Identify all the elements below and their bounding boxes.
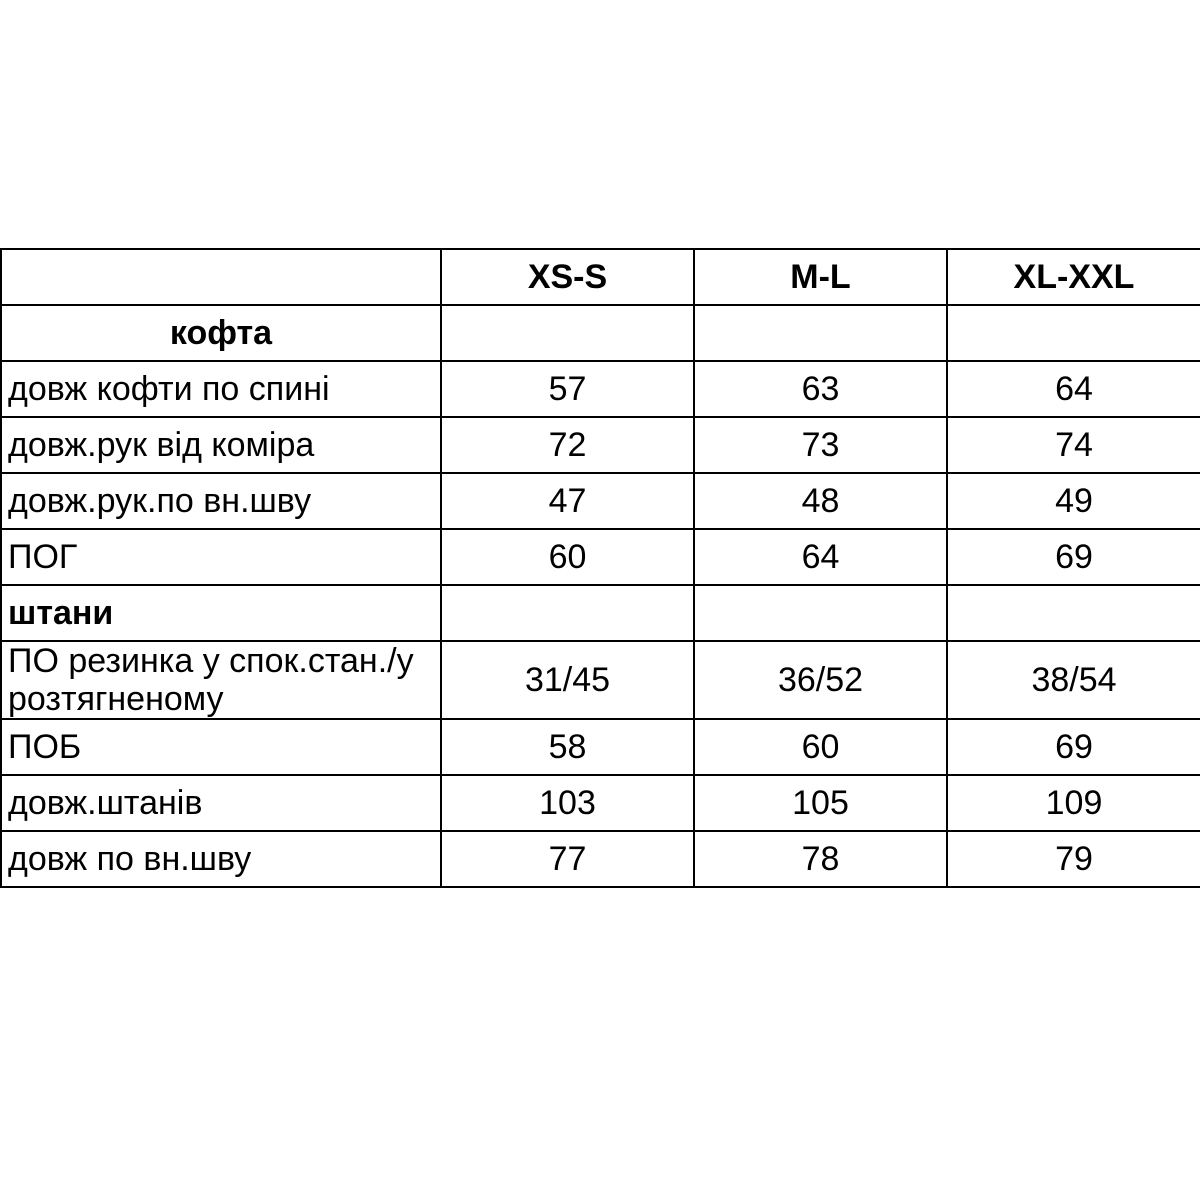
measurement-label: довж по вн.шву	[1, 831, 441, 887]
measurement-label: довж.рук від коміра	[1, 417, 441, 473]
measurement-label: ПО резинка у спок.стан./у розтягненому	[1, 641, 441, 719]
measurement-value: 38/54	[947, 641, 1200, 719]
section-filler-cell	[694, 585, 947, 641]
table-row	[1, 361, 1200, 417]
measurement-value: 79	[947, 831, 1200, 887]
measurement-value: 72	[441, 417, 694, 473]
measurement-label: довж.штанів	[1, 775, 441, 831]
table-header-row	[1, 249, 1200, 305]
table-row	[1, 417, 1200, 473]
table-row	[1, 641, 1200, 719]
measurement-value: 77	[441, 831, 694, 887]
table-row	[1, 473, 1200, 529]
measurement-value: 60	[694, 719, 947, 775]
measurement-value: 74	[947, 417, 1200, 473]
measurement-value: 63	[694, 361, 947, 417]
section-row	[1, 585, 1200, 641]
measurement-value: 64	[694, 529, 947, 585]
column-header-2: M-L	[694, 249, 947, 305]
section-filler-cell	[441, 305, 694, 361]
table-corner-cell	[1, 249, 441, 305]
table-row	[1, 831, 1200, 887]
measurement-value: 36/52	[694, 641, 947, 719]
measurement-value: 49	[947, 473, 1200, 529]
table-row	[1, 775, 1200, 831]
measurement-value: 60	[441, 529, 694, 585]
measurement-label: довж.рук.по вн.шву	[1, 473, 441, 529]
measurement-value: 69	[947, 529, 1200, 585]
measurement-value: 57	[441, 361, 694, 417]
size-chart-table	[0, 248, 1200, 888]
column-header-3: XL-XXL	[947, 249, 1200, 305]
measurement-label: ПОГ	[1, 529, 441, 585]
section-title: штани	[1, 585, 441, 641]
table-row	[1, 529, 1200, 585]
section-filler-cell	[694, 305, 947, 361]
measurement-value: 48	[694, 473, 947, 529]
measurement-value: 78	[694, 831, 947, 887]
measurement-label: довж кофти по спині	[1, 361, 441, 417]
section-row	[1, 305, 1200, 361]
measurement-value: 69	[947, 719, 1200, 775]
section-filler-cell	[441, 585, 694, 641]
table-row	[1, 719, 1200, 775]
measurement-value: 58	[441, 719, 694, 775]
measurement-label: ПОБ	[1, 719, 441, 775]
section-filler-cell	[947, 585, 1200, 641]
measurement-value: 105	[694, 775, 947, 831]
measurement-value: 64	[947, 361, 1200, 417]
section-filler-cell	[947, 305, 1200, 361]
measurement-value: 73	[694, 417, 947, 473]
section-title: кофта	[1, 305, 441, 361]
column-header-1: XS-S	[441, 249, 694, 305]
measurement-value: 103	[441, 775, 694, 831]
measurement-value: 47	[441, 473, 694, 529]
measurement-value: 31/45	[441, 641, 694, 719]
measurement-value: 109	[947, 775, 1200, 831]
